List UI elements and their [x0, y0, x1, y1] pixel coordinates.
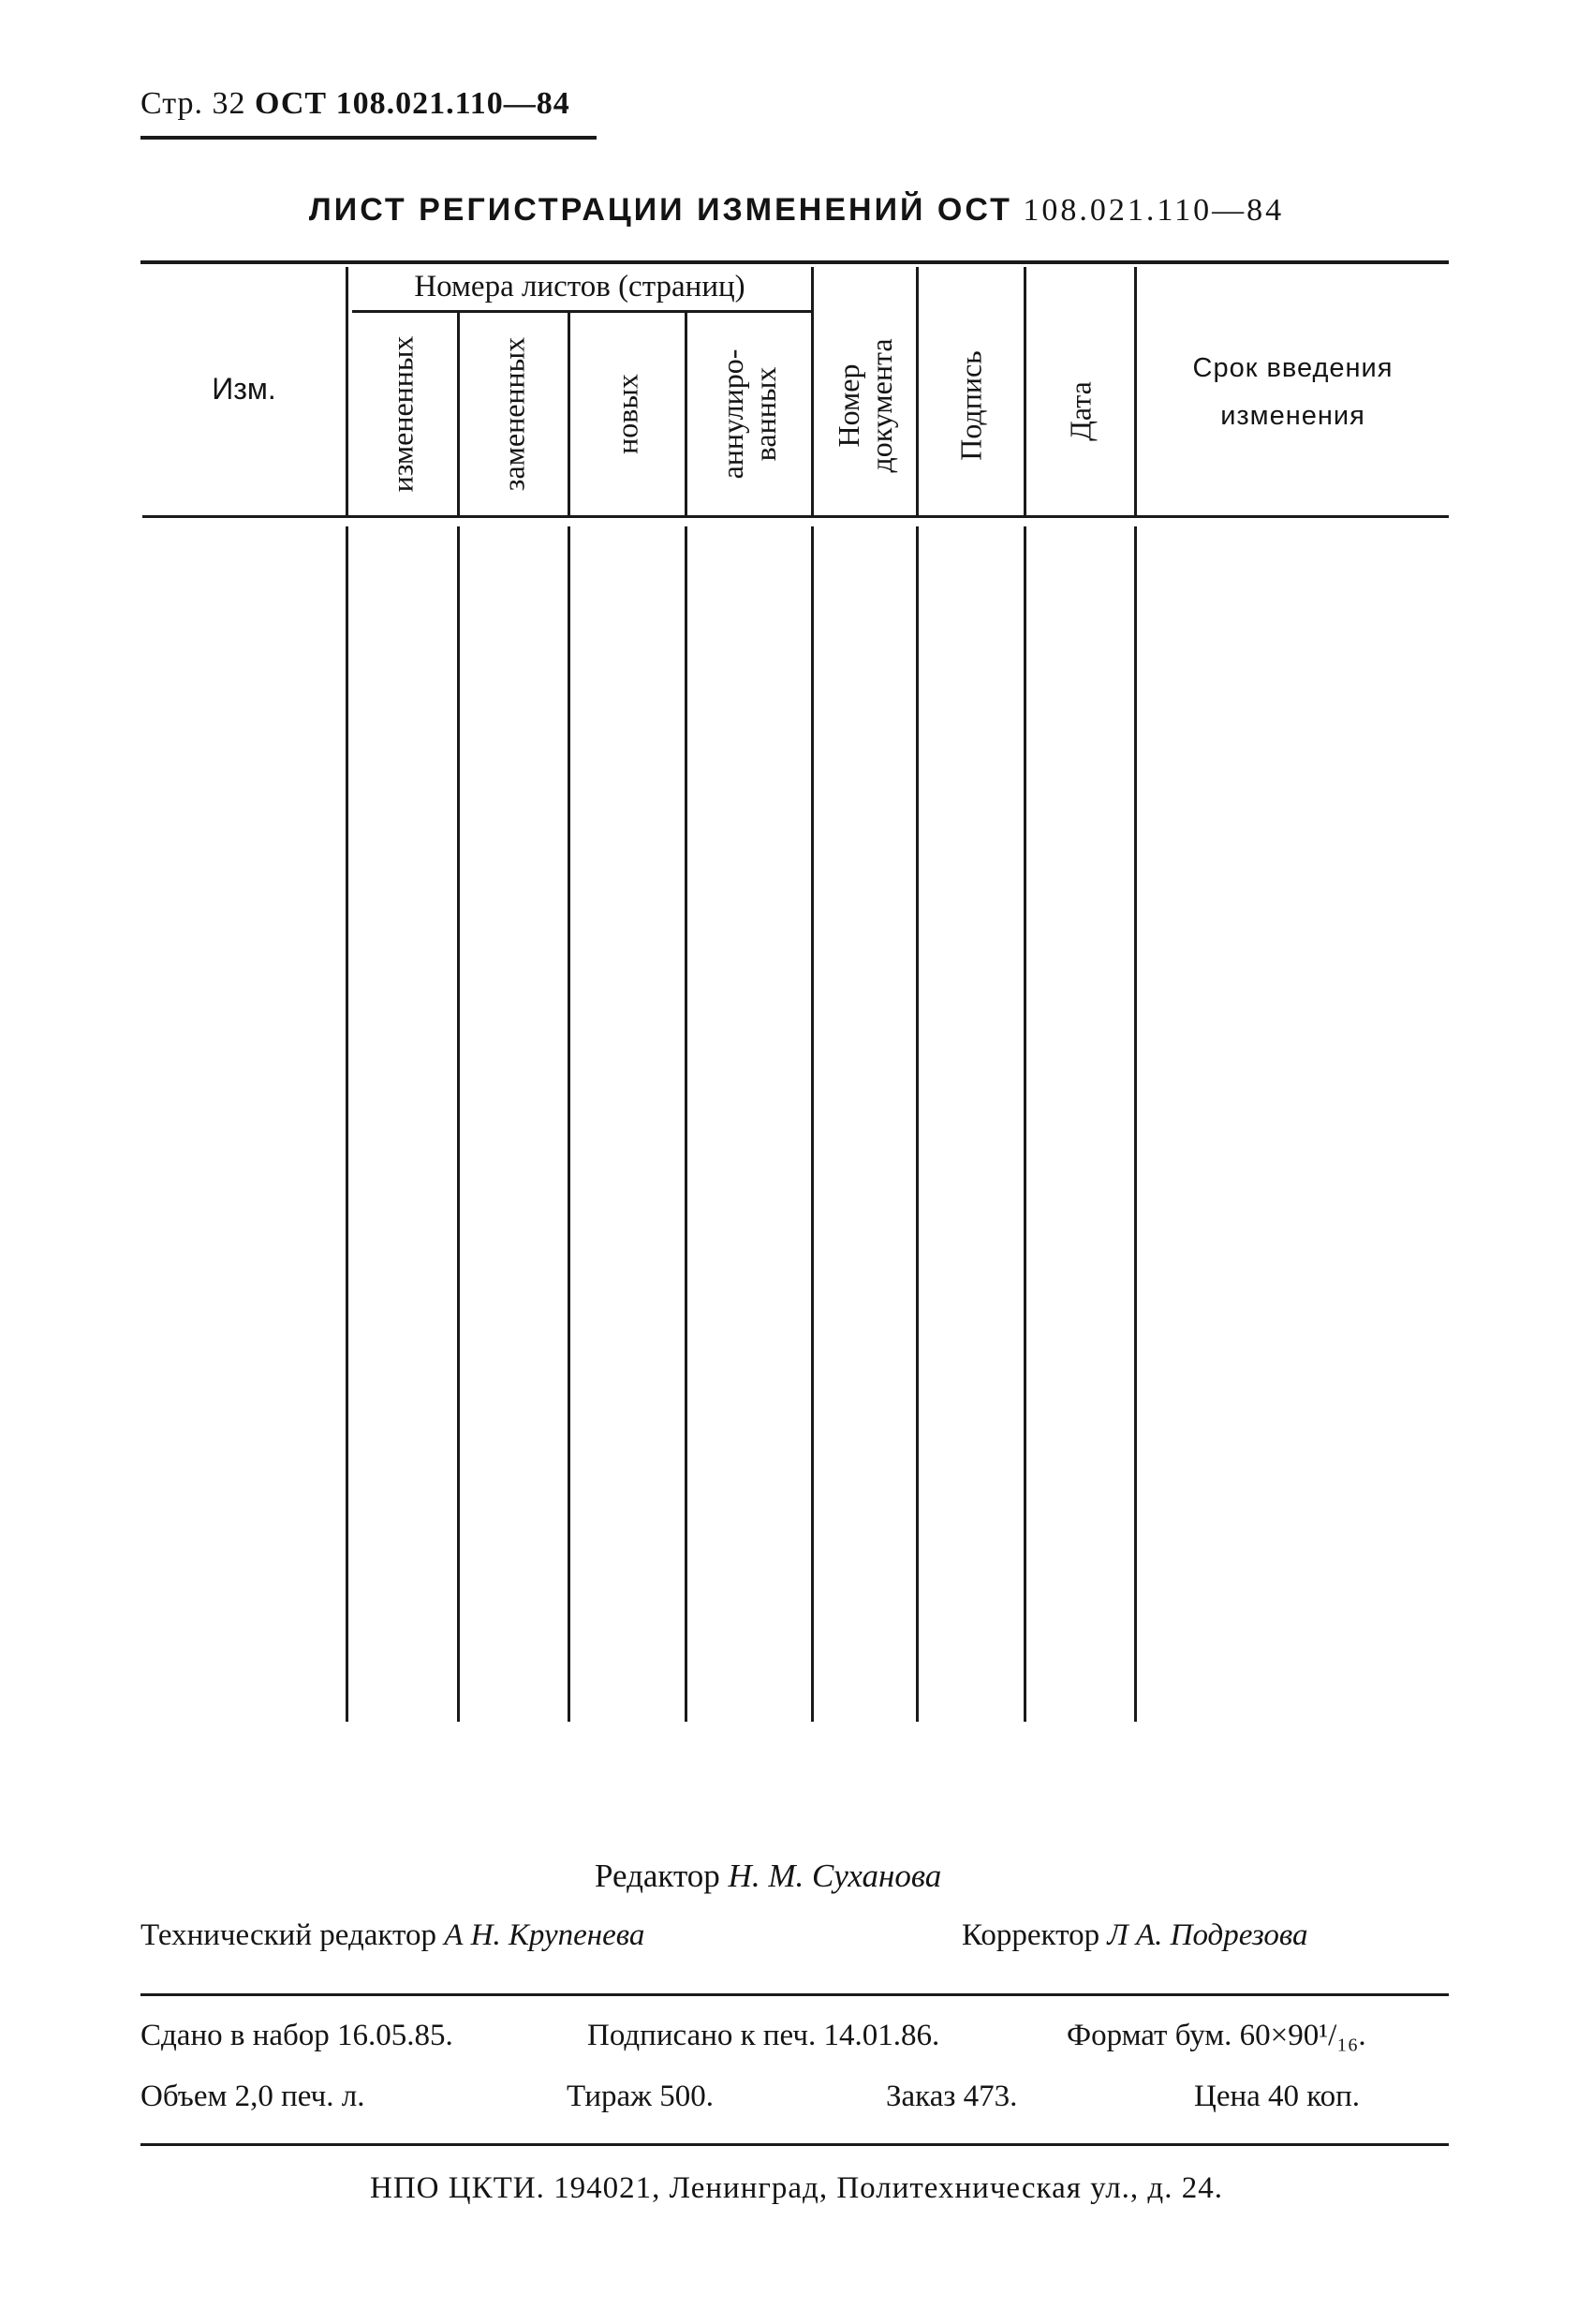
doc-code: ОСТ 108.021.110—84: [255, 86, 570, 121]
body-col-line-5: [811, 526, 814, 1722]
tech-editor-name: А Н. Крупенева: [444, 1918, 645, 1952]
title-text: ЛИСТ РЕГИСТРАЦИИ ИЗМЕНЕНИЙ ОСТ: [308, 192, 1012, 228]
corrector-label: Корректор: [962, 1918, 1100, 1952]
corrector-line: [962, 1918, 1307, 1953]
col-header-deadline: Срок введения изменения: [1192, 353, 1394, 431]
tech-editor-label: Технический редактор: [140, 1918, 436, 1952]
body-col-line-8: [1134, 526, 1137, 1722]
col-header-docnum: Номер документа: [831, 338, 898, 473]
page-number: Стр. 32: [140, 86, 246, 121]
tech-editor-line: [140, 1918, 644, 1953]
header-rule: [140, 136, 597, 140]
col-group-sheets: Номера листов (страниц): [414, 270, 745, 303]
imprint-signed: Подписано к печ. 14.01.86.: [587, 2019, 940, 2052]
col-header-change: Изм.: [212, 372, 276, 406]
col-header-replaced-cell: [460, 313, 568, 515]
imprint-typeset: Сдано в набор 16.05.85.: [140, 2019, 453, 2052]
col-header-changed: измененных: [385, 335, 420, 493]
title-number: 108.021.110—84: [1023, 193, 1285, 228]
table-top-rule: [140, 260, 1449, 264]
imprint-price: Цена 40 коп.: [1194, 2080, 1361, 2113]
corrector-name: Л А. Подрезова: [1107, 1918, 1308, 1952]
imprint-bottom-rule: [140, 2143, 1449, 2146]
imprint-top-rule: [140, 1993, 1449, 1996]
body-col-line-7: [1024, 526, 1026, 1722]
col-header-signature-cell: [919, 267, 1024, 515]
col-header-annulled: аннулиро- ванных: [715, 348, 782, 480]
body-col-line-1: [346, 526, 348, 1722]
imprint-order: Заказ 473.: [886, 2080, 1018, 2113]
imprint-volume: Объем 2,0 печ. л.: [140, 2080, 365, 2113]
page-title: [0, 192, 1593, 229]
col-header-new-cell: [570, 313, 685, 515]
editor-label: Редактор: [595, 1858, 720, 1894]
col-header-new: новых: [610, 374, 644, 454]
imprint-format: Формат бум. 60×90¹/₁₆.: [1067, 2019, 1366, 2052]
editor-name: Н. М. Суханова: [728, 1858, 942, 1894]
col-header-date: Дата: [1062, 380, 1097, 441]
col-header-replaced: замененных: [495, 336, 530, 492]
body-col-line-6: [916, 526, 919, 1722]
col-header-annulled-cell: [687, 313, 811, 515]
header-bottom-rule: [142, 515, 1449, 518]
page-header: [140, 86, 570, 122]
body-col-line-2: [457, 526, 460, 1722]
col-header-docnum-cell: [814, 267, 916, 515]
body-col-line-3: [568, 526, 570, 1722]
col-header-changed-cell: [348, 313, 457, 515]
publisher-line: НПО ЦКТИ. 194021, Ленинград, Политехническая ул., д. 24.: [370, 2171, 1223, 2205]
body-col-line-4: [685, 526, 687, 1722]
col-header-signature: Подпись: [953, 350, 988, 462]
imprint-print-run: Тираж 500.: [567, 2080, 714, 2113]
editor-line: [595, 1858, 941, 1895]
col-header-date-cell: [1026, 267, 1134, 515]
